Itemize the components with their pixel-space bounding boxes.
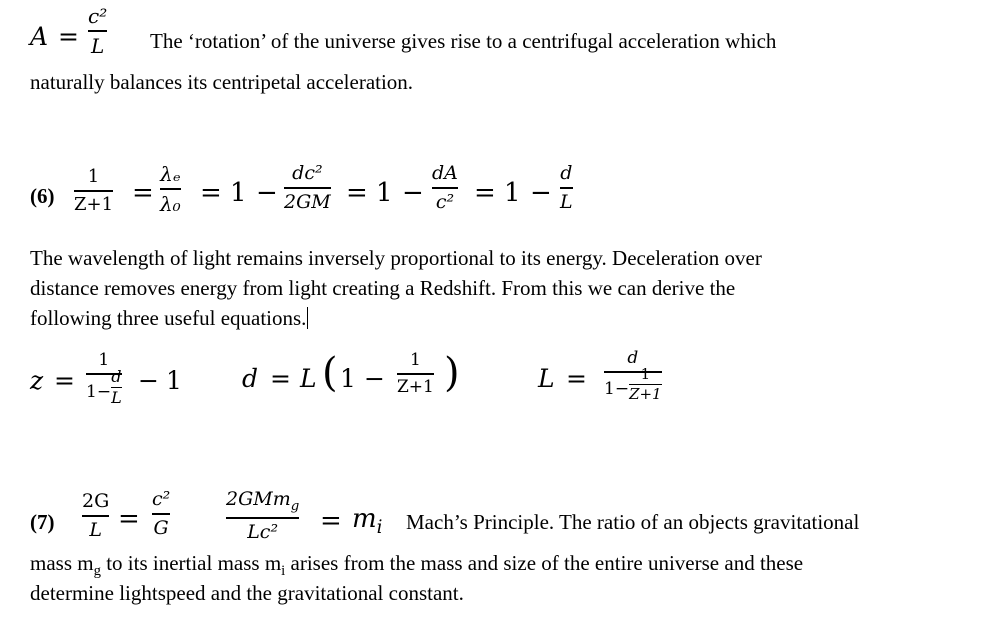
d-lhs: d xyxy=(242,364,259,393)
fraction-bar xyxy=(152,513,170,515)
eq6-frac3-num: dc² xyxy=(292,162,323,184)
para2-line3[interactable] xyxy=(30,303,308,333)
fraction-bar xyxy=(82,515,109,517)
eq7-line2-sub-g: g xyxy=(93,563,101,580)
eq6-frac3-den: 2GM xyxy=(284,190,331,213)
para2-line2: distance removes energy from light creating a Redshift. From this we can derive the xyxy=(30,276,736,300)
equals-sign: = xyxy=(132,178,154,208)
left-paren: ( xyxy=(322,350,338,396)
eq-a-numerator: c² xyxy=(88,4,108,28)
eq-a-fraction xyxy=(88,6,107,56)
eq6-frac1-den: Z+1 xyxy=(74,193,114,215)
z-inner-num: d xyxy=(111,366,122,386)
z-minus-one: 1 xyxy=(166,366,182,395)
d-numerator: 1 xyxy=(410,350,421,370)
eq6-frac4-den: c² xyxy=(435,190,455,213)
z-den-one: 1− xyxy=(86,381,112,402)
eq7-frac1 xyxy=(82,492,109,540)
eq6-frac2-den: λ₀ xyxy=(160,191,181,216)
minus-sign: − xyxy=(530,178,552,208)
eq7-text-line1: Mach’s Principle. The ratio of an objects gravitational xyxy=(406,510,860,534)
eq7-frac3 xyxy=(226,490,299,542)
eq7-rhs-sub: i xyxy=(376,517,383,539)
eq7-text-line3: determine lightspeed and the gravitational constant. xyxy=(30,581,464,605)
fraction-bar xyxy=(226,517,299,519)
L-inner-den: Z+1 xyxy=(629,384,662,403)
equals-sign: = xyxy=(474,178,496,208)
d-denominator: Z+1 xyxy=(397,376,434,397)
eq7-frac2-den: G xyxy=(153,516,169,539)
L-fraction xyxy=(604,350,662,402)
equals-sign: = xyxy=(58,22,79,51)
eq7-line2-part-b: to its inertial mass m xyxy=(100,551,282,575)
eq-a-lhs: A xyxy=(30,22,49,51)
L-lhs: L xyxy=(538,364,555,393)
eq6-frac4-num: dA xyxy=(432,162,458,184)
eq6-one-a: 1 xyxy=(230,178,247,208)
L-numerator: d xyxy=(627,348,639,368)
fraction-bar xyxy=(160,188,181,190)
eq6-frac3 xyxy=(284,164,331,212)
eq6-frac5 xyxy=(560,164,573,212)
eq7-line2-part-c: arises from the mass and size of the entire universe and these xyxy=(285,551,804,575)
fraction-bar xyxy=(74,190,113,192)
minus-sign: − xyxy=(402,178,424,208)
eq6-frac2-num: λₑ xyxy=(160,162,181,186)
text-cursor xyxy=(307,307,308,329)
d-L: L xyxy=(300,364,317,393)
fraction-bar xyxy=(432,187,458,189)
equals-sign: = xyxy=(200,178,222,208)
eq7-frac3-num xyxy=(226,490,299,513)
z-inner-fraction xyxy=(111,366,122,407)
z-numerator: 1 xyxy=(98,350,110,370)
eq7-frac1-den: L xyxy=(89,518,102,541)
d-fraction xyxy=(397,352,434,396)
eq6-frac5-num: d xyxy=(560,162,573,184)
equals-sign: = xyxy=(566,364,587,393)
z-lhs: z xyxy=(30,366,44,395)
eq7-frac3-num-main: 2GMm xyxy=(226,488,291,510)
L-inner-fraction xyxy=(629,364,662,403)
eq7-line2-part-a: mass m xyxy=(30,551,94,575)
right-paren: ) xyxy=(444,350,460,396)
minus-sign: − xyxy=(364,364,385,393)
eq7-frac1-num: 2G xyxy=(82,490,110,512)
z-inner-den: L xyxy=(111,387,122,407)
para2-line1: The wavelength of light remains inversely proportional to its energy. Deceleration over xyxy=(30,246,762,270)
eq7-rhs xyxy=(352,504,382,538)
eq-a-denominator: L xyxy=(90,33,105,58)
z-denominator xyxy=(86,366,122,407)
para2-line3-text: following three useful equations. xyxy=(30,306,307,330)
eq7-line2-sub-i: i xyxy=(281,563,286,580)
eq6-frac5-den: L xyxy=(560,190,573,213)
eq7-frac2 xyxy=(152,490,170,538)
eq7-label: (7) xyxy=(30,510,55,534)
eq6-label: (6) xyxy=(30,184,55,208)
equals-sign: = xyxy=(54,366,75,395)
minus-sign: − xyxy=(138,366,159,395)
eq7-frac2-num: c² xyxy=(152,488,171,510)
L-inner-num: 1 xyxy=(640,364,651,383)
equals-sign: = xyxy=(118,504,140,534)
eq7-frac3-den: Lc² xyxy=(247,520,279,543)
equals-sign: = xyxy=(346,178,368,208)
equals-sign: = xyxy=(270,364,291,393)
para1-line2: naturally balances its centripetal acceleration. xyxy=(30,70,414,94)
eq7-frac3-num-sub: g xyxy=(290,498,300,514)
fraction-bar xyxy=(284,187,331,189)
L-denominator xyxy=(604,364,662,403)
eq6-frac4 xyxy=(432,164,458,212)
fraction-bar xyxy=(88,30,107,32)
fraction-bar xyxy=(560,187,573,189)
L-den-one: 1− xyxy=(604,378,630,399)
minus-sign: − xyxy=(256,178,278,208)
eq6-frac1-num: 1 xyxy=(87,166,100,187)
eq6-frac2 xyxy=(160,164,181,214)
eq7-rhs-main: m xyxy=(352,504,377,534)
fraction-bar xyxy=(397,373,434,375)
equals-sign: = xyxy=(320,506,342,536)
d-one: 1 xyxy=(340,364,356,393)
para1-line1: The ‘rotation’ of the universe gives rise to a centrifugal acceleration which xyxy=(150,29,777,53)
eq6-one-b: 1 xyxy=(376,178,393,208)
eq6-one-c: 1 xyxy=(504,178,521,208)
eq6-frac1 xyxy=(74,168,113,214)
z-fraction xyxy=(86,352,122,406)
